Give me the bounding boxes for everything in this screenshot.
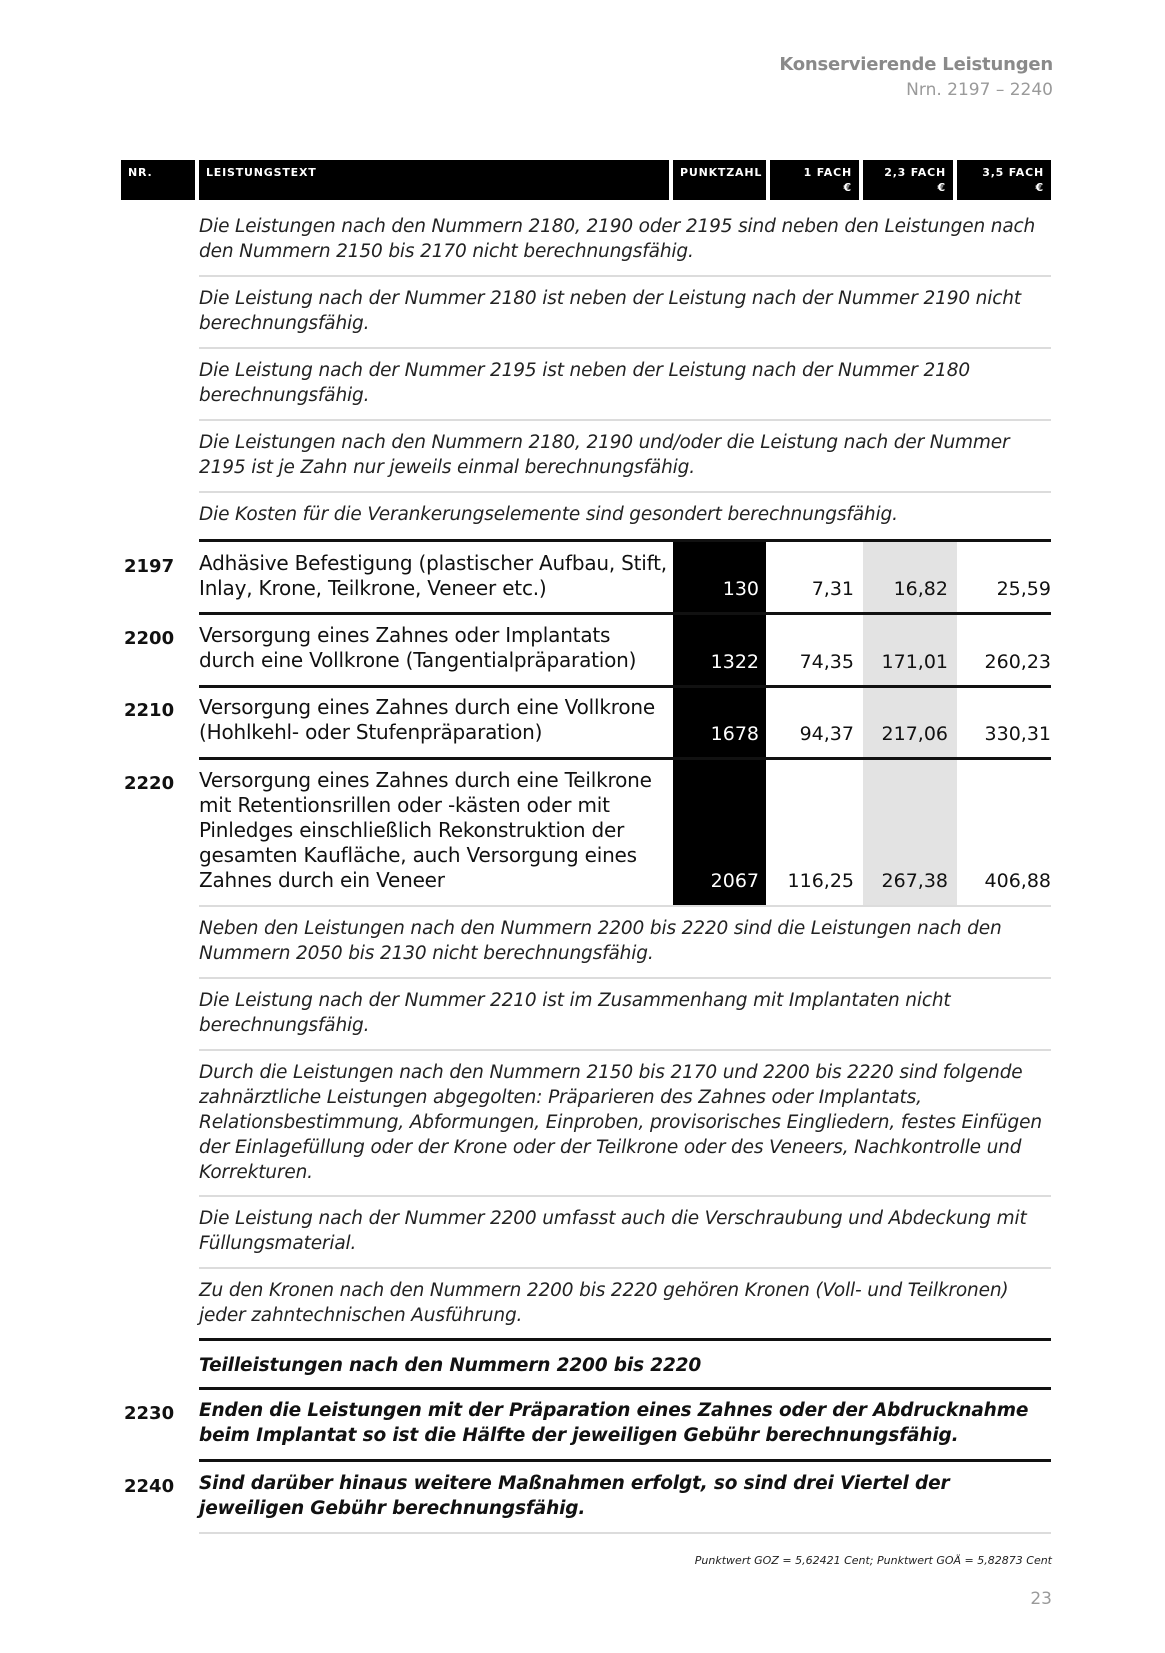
column-header-35fach-label: 3,5 FACH bbox=[982, 166, 1044, 179]
column-header-nr-label: NR. bbox=[128, 166, 153, 179]
note-text: Die Leistung nach der Nummer 2195 ist neben der Leistung nach der Nummer 2180 berechnungsfähig. bbox=[199, 360, 970, 406]
fee-23fach: 171,01 bbox=[881, 651, 948, 673]
service-text: Adhäsive Befestigung (plastischer Aufbau, Stift, Inlay, Krone, Teilkrone, Veneer etc.) bbox=[199, 551, 667, 600]
column-header-1fach-label: 1 FACH bbox=[803, 166, 852, 179]
row-divider bbox=[199, 1267, 1051, 1269]
fee-1fach: 116,25 bbox=[787, 870, 854, 892]
fee-35fach: 330,31 bbox=[984, 723, 1051, 745]
note-text: Die Leistung nach der Nummer 2200 umfasst auch die Verschraubung und Abdeckung mit Füllungsmaterial. bbox=[199, 1208, 1027, 1254]
note-text: Die Leistung nach der Nummer 2210 ist im Zusammenhang mit Implantaten nicht berechnungsfähig. bbox=[199, 990, 951, 1036]
note-text: Die Leistungen nach den Nummern 2180, 2190 und/oder die Leistung nach der Nummer 2195 ist je Zahn nur jeweils einmal berechnungsfähig. bbox=[199, 432, 1010, 478]
punktzahl-value: 130 bbox=[722, 578, 759, 600]
column-header-text bbox=[199, 160, 669, 200]
highlight-column-cell bbox=[863, 542, 957, 612]
note-text: Durch die Leistungen nach den Nummern 2150 bis 2170 und 2200 bis 2220 sind folgende zahnärztliche Leistungen abgegolten: Präparieren des Zahnes oder Implantats, Relationsbestimmung, Abformungen, Einproben, provisorisches Eingliedern, festes Einfügen der Einlagefüllung oder der Krone oder der Teilkrone oder des Veneers, Nachkontrolle und Korrekturen. bbox=[199, 1062, 1042, 1183]
punktzahl-value: 2067 bbox=[710, 870, 759, 892]
column-header-nr bbox=[121, 160, 195, 200]
teilleistung-text: Enden die Leistungen mit der Präparation eines Zahnes oder der Abdrucknahme beim Implantat so ist die Hälfte der jeweiligen Gebühr berechnungsfähig. bbox=[199, 1400, 1029, 1446]
column-header-35fach bbox=[957, 160, 1051, 200]
service-text: Versorgung eines Zahnes durch eine Teilkrone mit Retentionsrillen oder -kästen oder mit Pinledges einschließlich Rekonstruktion der gesamten Kaufläche, auch Versorgung eines Zahnes durch ein Veneer bbox=[199, 768, 652, 892]
euro-label: € bbox=[937, 181, 946, 194]
page-number: 23 bbox=[1030, 1589, 1052, 1609]
teilleistung-text: Sind darüber hinaus weitere Maßnahmen erfolgt, so sind drei Viertel der jeweiligen Gebühr berechnungsfähig. bbox=[199, 1473, 950, 1519]
service-number: 2220 bbox=[124, 773, 175, 794]
row-divider bbox=[199, 419, 1051, 421]
row-divider bbox=[199, 1049, 1051, 1051]
fee-1fach: 94,37 bbox=[799, 723, 854, 745]
row-divider bbox=[199, 905, 1051, 907]
column-header-punkte bbox=[673, 160, 766, 200]
punktzahl-cell bbox=[673, 542, 766, 612]
row-divider bbox=[199, 275, 1051, 277]
punktzahl-value: 1322 bbox=[710, 651, 759, 673]
fee-23fach: 267,38 bbox=[881, 870, 948, 892]
column-header-23fach bbox=[863, 160, 953, 200]
column-header-text-label: LEISTUNGSTEXT bbox=[206, 166, 317, 179]
note-text: Neben den Leistungen nach den Nummern 2200 bis 2220 sind die Leistungen nach den Nummern 2050 bis 2130 nicht berechnungsfähig. bbox=[199, 918, 1002, 964]
service-number: 2200 bbox=[124, 628, 175, 649]
section-title: Konservierende Leistungen bbox=[779, 54, 1053, 75]
teilleistungen-heading: Teilleistungen nach den Nummern 2200 bis 2220 bbox=[199, 1355, 702, 1376]
fee-35fach: 25,59 bbox=[996, 578, 1051, 600]
service-text: Versorgung eines Zahnes oder Implantats durch eine Vollkrone (Tangentialpräparation) bbox=[199, 623, 637, 672]
row-divider bbox=[199, 491, 1051, 493]
euro-label: € bbox=[1035, 181, 1044, 194]
service-number: 2210 bbox=[124, 700, 175, 721]
punktzahl-value: 1678 bbox=[710, 723, 759, 745]
column-header-1fach bbox=[770, 160, 859, 200]
footnote: Punktwert GOZ = 5,62421 Cent; Punktwert GOÄ = 5,82873 Cent bbox=[694, 1554, 1052, 1567]
fee-1fach: 74,35 bbox=[799, 651, 854, 673]
row-divider bbox=[199, 347, 1051, 349]
service-number: 2197 bbox=[124, 556, 175, 577]
fee-1fach: 7,31 bbox=[811, 578, 854, 600]
row-divider bbox=[199, 1459, 1051, 1462]
row-divider bbox=[199, 977, 1051, 979]
punktzahl-cell bbox=[673, 615, 766, 685]
note-text: Die Leistung nach der Nummer 2180 ist neben der Leistung nach der Nummer 2190 nicht berechnungsfähig. bbox=[199, 288, 1021, 334]
row-divider bbox=[199, 1195, 1051, 1197]
column-header-punkte-label: PUNKTZAHL bbox=[680, 166, 763, 179]
highlight-column-cell bbox=[863, 615, 957, 685]
fee-23fach: 16,82 bbox=[893, 578, 948, 600]
section-range: Nrn. 2197 – 2240 bbox=[906, 80, 1053, 100]
row-divider bbox=[199, 1532, 1051, 1534]
service-number: 2230 bbox=[124, 1403, 175, 1424]
service-text: Versorgung eines Zahnes durch eine Vollkrone (Hohlkehl- oder Stufenpräparation) bbox=[199, 695, 655, 744]
row-divider bbox=[199, 1338, 1051, 1341]
note-text: Die Leistungen nach den Nummern 2180, 2190 oder 2195 sind neben den Leistungen nach den Nummern 2150 bis 2170 nicht berechnungsfähig. bbox=[199, 216, 1036, 262]
fee-35fach: 260,23 bbox=[984, 651, 1051, 673]
column-header-23fach-label: 2,3 FACH bbox=[884, 166, 946, 179]
service-number: 2240 bbox=[124, 1476, 175, 1497]
row-divider bbox=[199, 1387, 1051, 1390]
note-text: Die Kosten für die Verankerungselemente sind gesondert berechnungsfähig. bbox=[199, 504, 898, 525]
fee-23fach: 217,06 bbox=[881, 723, 948, 745]
fee-35fach: 406,88 bbox=[984, 870, 1051, 892]
euro-label: € bbox=[843, 181, 852, 194]
note-text: Zu den Kronen nach den Nummern 2200 bis 2220 gehören Kronen (Voll- und Teilkronen) jeder zahntechnischen Ausführung. bbox=[199, 1280, 1009, 1326]
